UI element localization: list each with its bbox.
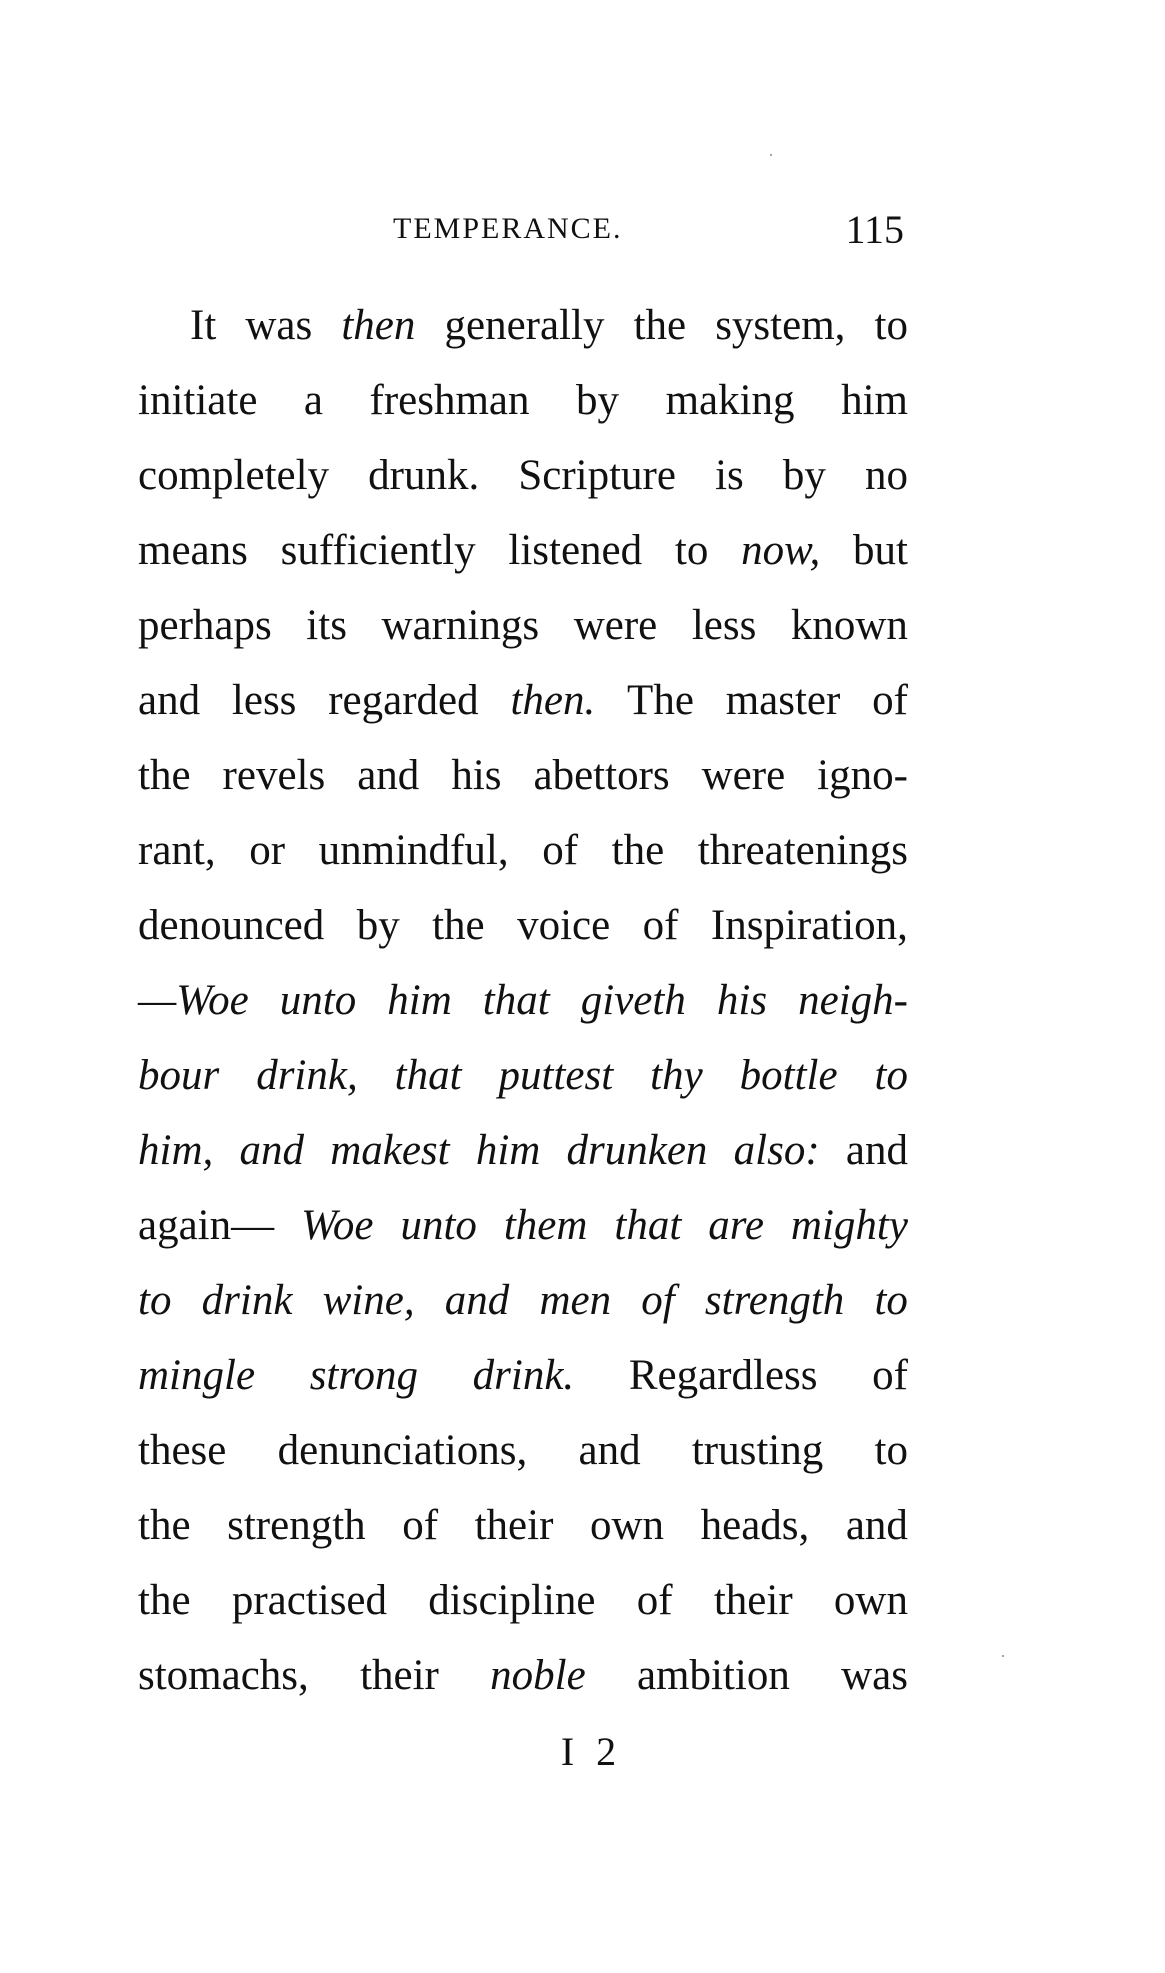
word: trusting	[691, 1427, 824, 1474]
italic-word: bour	[138, 1052, 220, 1099]
italic-word: his	[716, 977, 768, 1024]
word: It	[190, 302, 217, 349]
word: less	[231, 677, 297, 724]
word: of	[872, 1352, 908, 1399]
word: or	[249, 827, 286, 874]
italic-word: mingle	[138, 1352, 256, 1399]
italic-word: wine,	[322, 1277, 415, 1324]
word: to	[874, 1427, 908, 1474]
word: by	[782, 452, 826, 499]
italic-word: strength	[704, 1277, 845, 1324]
italic-word: unto	[400, 1202, 477, 1249]
italic-word: Woe	[301, 1202, 374, 1249]
word: perhaps	[138, 602, 272, 649]
word: of	[642, 902, 679, 949]
word: drunk.	[368, 452, 480, 499]
italic-word: of	[641, 1277, 675, 1324]
paper-speck	[770, 154, 772, 156]
text-line	[138, 1338, 908, 1413]
word: less	[691, 602, 757, 649]
word: denounced	[138, 902, 325, 949]
italic-word: bottle	[739, 1052, 838, 1099]
word: regarded	[328, 677, 479, 724]
word: the	[138, 1502, 191, 1549]
italic-word: men	[539, 1277, 612, 1324]
word: their	[360, 1652, 439, 1699]
word: to	[874, 302, 908, 349]
word: unmindful,	[318, 827, 509, 874]
word: their	[474, 1502, 554, 1549]
word: voice	[517, 902, 611, 949]
word: is	[715, 452, 744, 499]
text-line	[138, 888, 908, 963]
word: again—	[138, 1202, 275, 1249]
word: of	[636, 1577, 673, 1624]
word: Inspiration,	[710, 902, 908, 949]
text-line	[138, 1638, 908, 1713]
word: by	[356, 902, 400, 949]
italic-word: then	[341, 302, 416, 349]
word: denunciations,	[277, 1427, 528, 1474]
italic-word: drink.	[472, 1352, 575, 1399]
word: by	[576, 377, 620, 424]
text-line	[138, 1113, 908, 1188]
word: strength	[227, 1502, 366, 1549]
word: the	[611, 827, 665, 874]
word: ambition	[636, 1652, 790, 1699]
text-line	[138, 738, 908, 813]
word: sufficiently	[280, 527, 476, 574]
italic-word: also:	[733, 1127, 820, 1174]
italic-word: to	[874, 1052, 908, 1099]
word: the	[432, 902, 485, 949]
text-line	[138, 438, 908, 513]
word: known	[790, 602, 908, 649]
word: the	[138, 1577, 191, 1624]
italic-word: —Woe	[138, 977, 249, 1024]
word: system,	[715, 302, 846, 349]
word: rant,	[138, 827, 216, 874]
text-line	[138, 363, 908, 438]
italic-word: him	[387, 977, 452, 1024]
word: revels	[222, 752, 326, 799]
word: was	[841, 1652, 908, 1699]
italic-word: and	[239, 1127, 304, 1174]
word: completely	[138, 452, 330, 499]
signature-mark: I 2	[560, 1729, 623, 1774]
word: the	[633, 302, 687, 349]
italic-word: then.	[510, 677, 596, 724]
italic-word: strong	[309, 1352, 419, 1399]
word: stomachs,	[138, 1652, 309, 1699]
word: of	[872, 677, 908, 724]
word: and	[357, 752, 420, 799]
body-text	[138, 288, 908, 1713]
word: his	[451, 752, 502, 799]
italic-word: and	[444, 1277, 510, 1324]
word: their	[713, 1577, 793, 1624]
word: abettors	[533, 752, 670, 799]
italic-word: thy	[650, 1052, 703, 1099]
word: and	[845, 1502, 908, 1549]
word: to	[674, 527, 709, 574]
word: was	[245, 302, 313, 349]
italic-word: unto	[279, 977, 357, 1024]
word: Regardless	[628, 1352, 818, 1399]
text-line	[138, 1188, 908, 1263]
italic-word: giveth	[580, 977, 686, 1024]
italic-word: that	[482, 977, 550, 1024]
word: him	[841, 377, 908, 424]
italic-word: makest	[330, 1127, 450, 1174]
text-line	[138, 1038, 908, 1113]
italic-word: drink	[201, 1277, 293, 1324]
word: generally	[444, 302, 605, 349]
text-line	[138, 1488, 908, 1563]
word: its	[306, 602, 347, 649]
word: practised	[231, 1577, 388, 1624]
word: making	[665, 377, 795, 424]
word: these	[138, 1427, 227, 1474]
running-title: TEMPERANCE.	[393, 212, 623, 245]
word: heads,	[700, 1502, 810, 1549]
italic-word: to	[874, 1277, 908, 1324]
word: own	[589, 1502, 665, 1549]
text-line	[138, 1413, 908, 1488]
word: were	[701, 752, 786, 799]
word: own	[833, 1577, 908, 1624]
italic-word: puttest	[498, 1052, 614, 1099]
word: of	[542, 827, 579, 874]
word: no	[864, 452, 908, 499]
word: freshman	[369, 377, 530, 424]
paper-speck	[1002, 1655, 1004, 1657]
text-line	[138, 813, 908, 888]
italic-word: are	[708, 1202, 764, 1249]
italic-word: him	[475, 1127, 541, 1174]
word: and	[138, 677, 201, 724]
italic-word: that	[614, 1202, 682, 1249]
word: discipline	[428, 1577, 596, 1624]
text-line	[138, 513, 908, 588]
word: The	[627, 677, 694, 724]
word: master	[725, 677, 841, 724]
italic-word: noble	[490, 1652, 586, 1699]
text-line	[138, 663, 908, 738]
word: listened	[508, 527, 643, 574]
italic-word: now,	[741, 527, 821, 574]
word: initiate	[138, 377, 258, 424]
text-line	[138, 1563, 908, 1638]
word: but	[853, 527, 908, 574]
word: the	[138, 752, 191, 799]
text-line	[138, 288, 908, 363]
word: threatenings	[697, 827, 908, 874]
italic-word: to	[138, 1277, 172, 1324]
italic-word: mighty	[790, 1202, 908, 1249]
word: a	[303, 377, 324, 424]
word: and	[845, 1127, 908, 1174]
word: of	[402, 1502, 439, 1549]
italic-word: neigh-	[798, 977, 908, 1024]
word: igno-	[817, 752, 908, 799]
text-line	[138, 963, 908, 1038]
running-header	[138, 206, 908, 266]
text-line	[138, 1263, 908, 1338]
word: Scripture	[518, 452, 676, 499]
italic-word: drunken	[566, 1127, 708, 1174]
italic-word: him,	[138, 1127, 214, 1174]
italic-word: them	[503, 1202, 588, 1249]
word: were	[573, 602, 658, 649]
word: and	[578, 1427, 641, 1474]
word: means	[138, 527, 248, 574]
word: warnings	[381, 602, 540, 649]
italic-word: that	[394, 1052, 462, 1099]
text-line	[138, 588, 908, 663]
italic-word: drink,	[256, 1052, 358, 1099]
page-number: 115	[845, 207, 904, 252]
